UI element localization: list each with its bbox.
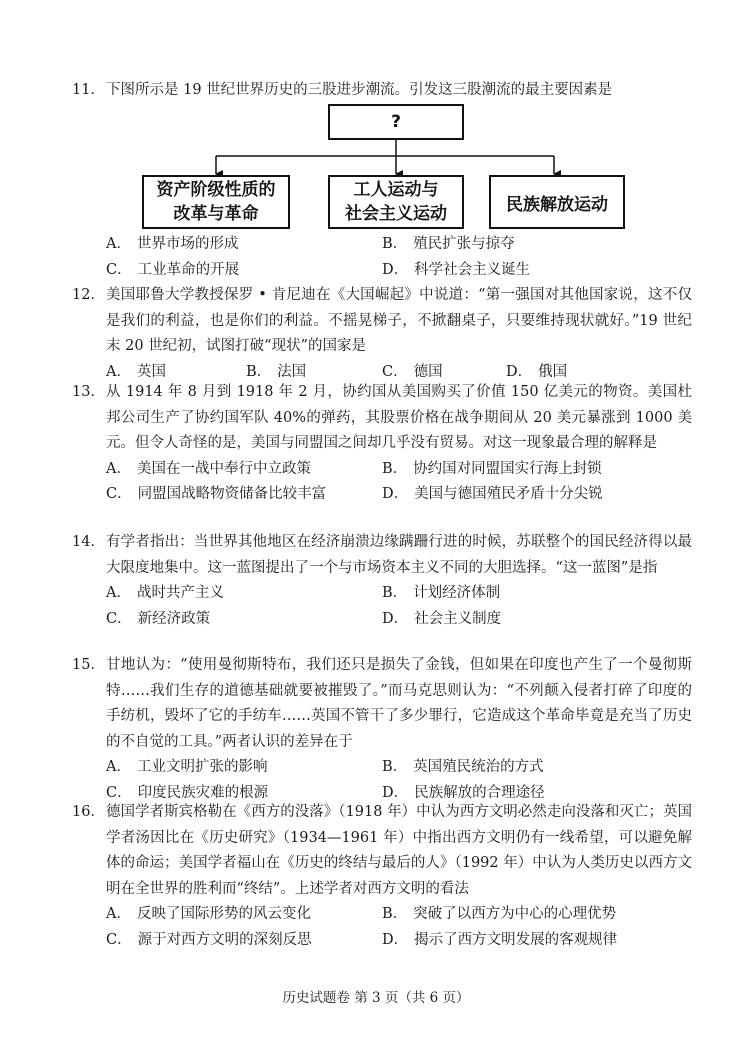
option-b: B． 殖民扩张与掠夺 — [382, 236, 515, 252]
question-text: 甘地认为：“使用曼彻斯特布，我们还只是损失了金钱，但如果在印度也产生了一个曼彻斯特……我们生存的道德基础就要被摧毁了。”而马克思则认为：“不列颠入侵者打碎了印度的手纺机，毁坏了它的手纺车……英国不管干了多少罪行，它造成这个革命毕竟是充当了历史的不自觉的工具。”两者认识的差异在于 — [106, 657, 692, 750]
diagram-box-line: 社会主义运动 — [345, 204, 447, 224]
option-a: A． 世界市场的形成 — [106, 236, 239, 252]
question-number: 13． — [72, 384, 105, 400]
option-c: C． 新经济政策 — [106, 610, 211, 627]
option-c: C． 工业革命的开展 — [106, 261, 240, 278]
option-d: D． 俄国 — [506, 363, 568, 380]
option-b: B． 协约国对同盟国实行海上封锁 — [382, 460, 602, 477]
option-a: A． 反映了国际形势的风云变化 — [106, 906, 311, 922]
question-number: 16． — [72, 804, 105, 820]
option-d: D． 揭示了西方文明发展的客观规律 — [382, 931, 618, 948]
question-number: 14． — [72, 534, 105, 550]
question-text: 美国耶鲁大学教授保罗 • 肯尼迪在《大国崛起》中说道：“第一强国对其他国家说，这不仅是我们的利益，也是你们的利益。不摇晃梯子，不掀翻桌子，只要维持现状就好。”19 世纪末 20 世纪初，试图打破“现状”的国家是 — [106, 287, 692, 354]
question-text: 有学者指出：当世界其他地区在经济崩溃边缘蹒跚行进的时候，苏联整个的国民经济得以最大限度地集中。这一蓝图提出了一个与市场资本主义不同的大胆选择。“这一蓝图”是指 — [106, 534, 692, 576]
diagram-box-national-liberation — [489, 175, 625, 229]
option-a: A． 英国 — [106, 363, 166, 380]
option-d: D． 民族解放的合理途径 — [382, 784, 545, 801]
question-12 — [72, 283, 692, 385]
diagram-box-line: 民族解放运动 — [506, 194, 608, 215]
option-b: B． 法国 — [246, 363, 307, 380]
diagram-question-mark: ? — [391, 112, 401, 132]
question-11 — [72, 78, 692, 104]
option-c: C． 同盟国战略物资储备比较丰富 — [106, 486, 327, 502]
question-16 — [72, 800, 692, 953]
option-d: D． 美国与德国殖民矛盾十分尖锐 — [382, 486, 603, 502]
question-13 — [72, 380, 692, 508]
diagram-box-bourgeois-revolution — [142, 175, 290, 229]
diagram-question-box — [328, 104, 464, 140]
question-11-options — [72, 232, 692, 283]
question-number: 15． — [72, 657, 105, 673]
flow-diagram — [140, 104, 630, 232]
question-15 — [72, 653, 692, 806]
question-text: 下图所示是 19 世纪世界历史的三股进步潮流。引发这三股潮流的最主要因素是 — [106, 82, 613, 98]
question-14 — [72, 530, 692, 632]
option-b: B． 英国殖民统治的方式 — [382, 759, 544, 775]
question-text: 从 1914 年 8 月到 1918 年 2 月，协约国从美国购买了价值 150 亿美元的物资。美国杜邦公司生产了协约国军队 40%的弹药，其股票价格在战争期间从 20 美元暴涨到 1000 美元。但令人奇怪的是，美国与同盟国之间却几乎没有贸易。对这一现象最合理的解释是 — [106, 384, 692, 451]
option-d: D． 社会主义制度 — [382, 610, 502, 627]
diagram-box-workers-movement — [328, 175, 464, 229]
question-number: 12． — [72, 287, 105, 303]
option-a: A． 战时共产主义 — [106, 585, 224, 601]
option-c: C． 源于对西方文明的深刻反思 — [106, 931, 312, 948]
page-footer: 历史试题卷 第 3 页（共 6 页） — [282, 990, 470, 1006]
option-b: B． 计划经济体制 — [382, 585, 501, 601]
option-b: B． 突破了以西方为中心的心理优势 — [382, 906, 617, 922]
diagram-box-line: 工人运动与 — [353, 180, 439, 200]
question-number: 11． — [72, 82, 105, 98]
question-text: 德国学者斯宾格勒在《西方的没落》（1918 年）中认为西方文明必然走向没落和灭亡；英国学者汤因比在《历史研究》（1934—1961 年）中指出西方文明仍有一线希望，可以避免解体的命运；美国学者福山在《历史的终结与最后的人》（1992 年）中认为人类历史以西方文明在全世界的胜利而“终结”。上述学者对西方文明的看法 — [106, 804, 692, 897]
diagram-box-line: 资产阶级性质的 — [156, 180, 276, 200]
option-a: A． 美国在一战中奉行中立政策 — [106, 460, 311, 477]
option-c: C． 德国 — [382, 363, 443, 380]
option-d: D． 科学社会主义诞生 — [382, 261, 531, 278]
diagram-box-line: 改革与革命 — [173, 204, 259, 224]
option-a: A． 工业文明扩张的影响 — [106, 759, 268, 775]
option-c: C． 印度民族灾难的根源 — [106, 784, 269, 801]
